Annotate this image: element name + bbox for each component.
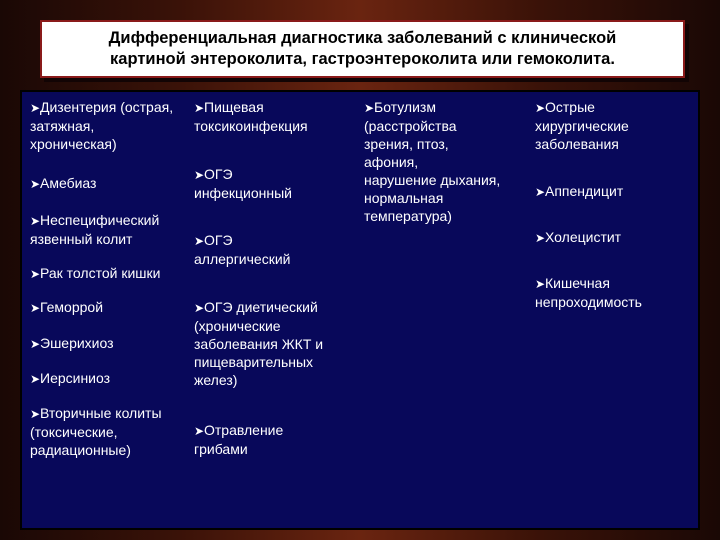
list-item: ➤Отравление грибами xyxy=(194,422,284,457)
list-item: ➤Холецистит xyxy=(535,229,622,245)
slide-title: Дифференциальная диагностика заболеваний с клинической картиной энтероколита, гастроэнтероколита или гемоколита. xyxy=(108,29,617,68)
arrow-bullet-icon: ➤ xyxy=(30,337,41,351)
arrow-bullet-icon: ➤ xyxy=(30,407,41,421)
list-item: ➤Эшерихиоз xyxy=(30,335,114,351)
arrow-bullet-icon: ➤ xyxy=(194,168,205,182)
arrow-bullet-icon: ➤ xyxy=(535,185,546,199)
arrow-bullet-icon: ➤ xyxy=(30,372,41,386)
list-item: ➤ОГЭ диетический (хронические заболевания ЖКТ и пищеварительных желез) xyxy=(194,299,324,388)
arrow-bullet-icon: ➤ xyxy=(535,277,546,291)
arrow-bullet-icon: ➤ xyxy=(194,234,205,248)
list-item: ➤Вторичные колиты (токсические, радиационные) xyxy=(30,405,162,458)
diagnosis-table xyxy=(20,90,700,530)
list-item: ➤Пищевая токсикоинфекция xyxy=(194,99,308,134)
arrow-bullet-icon: ➤ xyxy=(30,267,41,281)
arrow-bullet-icon: ➤ xyxy=(535,101,546,115)
arrow-bullet-icon: ➤ xyxy=(30,214,41,228)
list-item: ➤Ботулизм (расстройства зрения, птоз, афония, нарушение дыхания, нормальная температура) xyxy=(364,99,501,224)
list-item: ➤ОГЭ аллергический xyxy=(194,232,291,267)
list-item: ➤ОГЭ инфекционный xyxy=(194,166,292,201)
list-item: ➤Рак толстой кишки xyxy=(30,265,161,281)
list-item: ➤Геморрой xyxy=(30,299,104,315)
list-item: ➤Иерсиниоз xyxy=(30,370,111,386)
list-item: ➤Кишечная непроходимость xyxy=(535,275,642,310)
arrow-bullet-icon: ➤ xyxy=(30,101,41,115)
arrow-bullet-icon: ➤ xyxy=(194,101,205,115)
arrow-bullet-icon: ➤ xyxy=(194,424,205,438)
arrow-bullet-icon: ➤ xyxy=(364,101,375,115)
list-item: ➤Неспецифический язвенный колит xyxy=(30,212,160,247)
arrow-bullet-icon: ➤ xyxy=(194,301,205,315)
list-item: ➤Амебиаз xyxy=(30,175,97,191)
list-item: ➤Острые хирургические заболевания xyxy=(535,99,629,152)
arrow-bullet-icon: ➤ xyxy=(535,231,546,245)
arrow-bullet-icon: ➤ xyxy=(30,301,41,315)
list-item: ➤Дизентерия (острая, затяжная, хроническая) xyxy=(30,99,174,152)
list-item: ➤Аппендицит xyxy=(535,183,624,199)
arrow-bullet-icon: ➤ xyxy=(30,177,41,191)
slide-title-box xyxy=(40,20,685,78)
